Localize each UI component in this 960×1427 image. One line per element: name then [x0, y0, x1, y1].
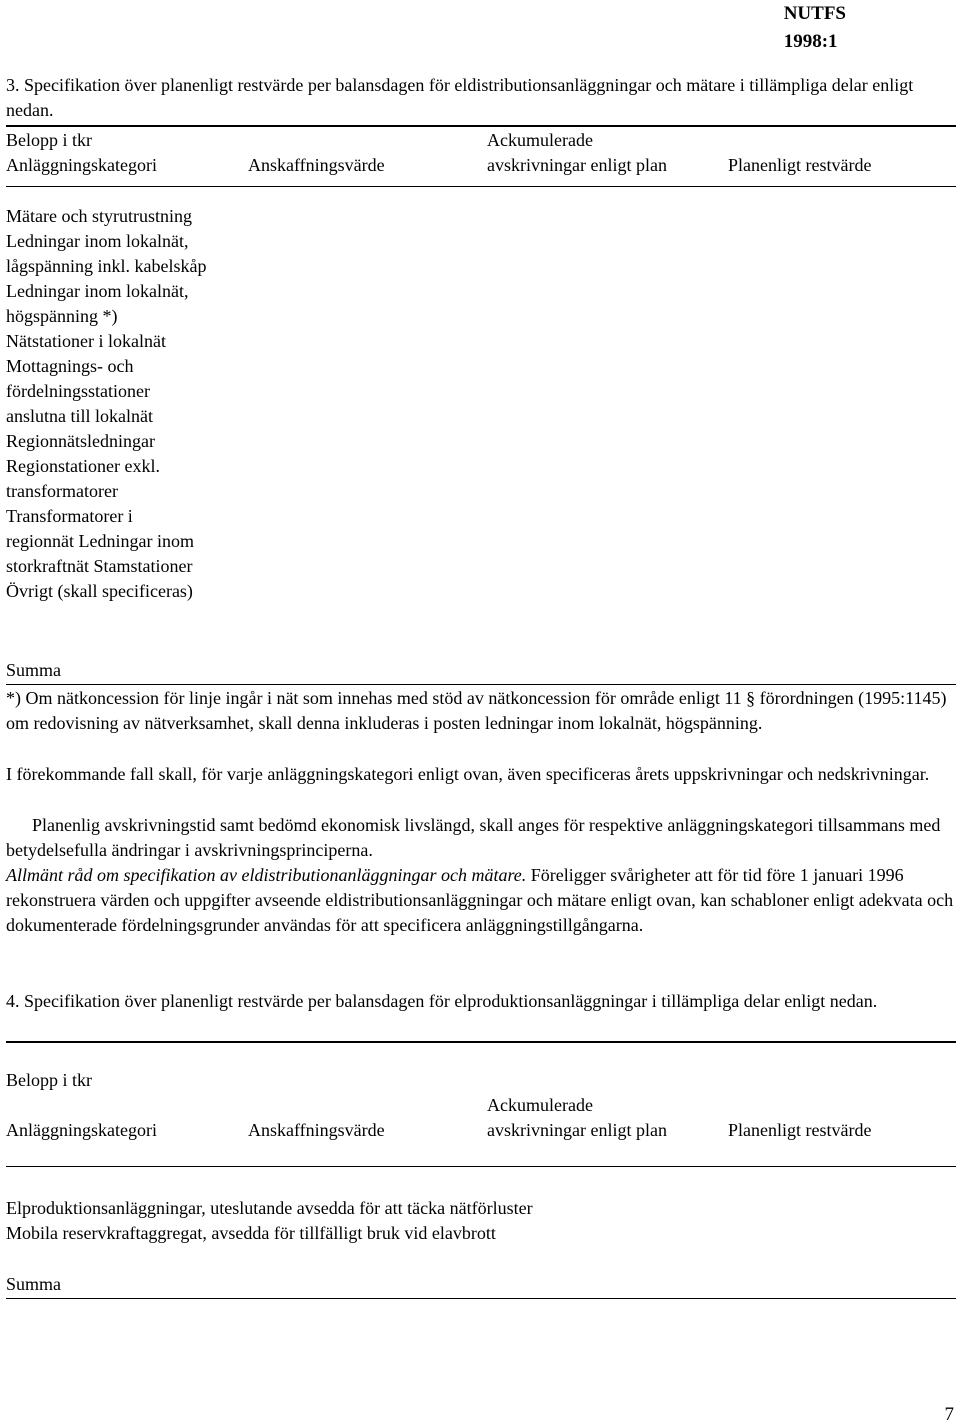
list-item: lågspänning inkl. kabelskåp — [6, 256, 207, 276]
section3-paragraph-revaluations: I förekommande fall skall, för varje anläggningskategori enligt ovan, även specificeras årets uppskrivningar och nedskrivningar. — [6, 764, 930, 784]
general-advice-heading: Allmänt råd om specifikation av eldistributionanläggningar och mätare. — [6, 865, 527, 885]
section4-col-category: Anläggningskategori — [6, 1120, 157, 1140]
section3-top-rule — [6, 125, 956, 127]
list-item: Transformatorer i — [6, 506, 133, 526]
list-item: storkraftnät Stamstationer — [6, 556, 193, 576]
section3-col-acquisition: Anskaffningsvärde — [248, 155, 385, 175]
list-item: Nätstationer i lokalnät — [6, 331, 166, 351]
section3-paragraph-depreciation: Planenlig avskrivningstid samt bedömd ekonomisk livslängd, skall anges för respektive anläggningskategori tillsammans med betydelsefulla ändringar i avskrivningsprinciperna. — [6, 815, 941, 860]
section3-title: 3. Specifikation över planenligt restvärde per balansdagen för eldistributionsanläggningar och mätare i tillämpliga delar enligt nedan. — [6, 75, 914, 120]
section4-top-rule — [6, 1041, 956, 1043]
section4-header-rule — [6, 1166, 956, 1167]
section4-row-mobile-generators: Mobila reservkraftaggregat, avsedda för tillfälligt bruk vid elavbrott — [6, 1223, 496, 1243]
list-item: Regionnätsledningar — [6, 431, 155, 451]
series-label: NUTFS — [783, 3, 846, 24]
document-header — [784, 0, 846, 56]
section4-title: 4. Specifikation över planenligt restvärde per balansdagen för elproduktionsanläggningar i tillämpliga delar enligt nedan. — [6, 991, 878, 1011]
series-number: 1998:1 — [783, 31, 838, 52]
section4-amount-unit: Belopp i tkr — [6, 1070, 92, 1090]
section3-col-category: Anläggningskategori — [6, 155, 157, 175]
section4-col-acquisition: Anskaffningsvärde — [248, 1120, 385, 1140]
list-item: anslutna till lokalnät — [6, 406, 153, 426]
list-item: Övrigt (skall specificeras) — [6, 581, 193, 601]
section4-sum-rule — [6, 1298, 956, 1299]
section3-col-residual: Planenligt restvärde — [728, 155, 872, 175]
section4-row-production-plants: Elproduktionsanläggningar, uteslutande avsedda för att täcka nätförluster — [6, 1198, 533, 1218]
list-item: högspänning *) — [6, 306, 118, 326]
general-advice-text: Föreligger svårigheter att för tid före 1 januari 1996 rekonstruera värden och uppgifter avseende eldistributionsanläggningar och mätare enligt ovan, kan schabloner enligt adekvata och dokumenterade fördelningsgrunder användas för att specificera anläggningstillgångarna. — [6, 865, 954, 935]
section4-col-accumulated-line2: avskrivningar enligt plan — [487, 1120, 667, 1140]
list-item: Regionstationer exkl. — [6, 456, 160, 476]
section3-sum-rule — [6, 684, 956, 685]
section4-col-accumulated-line1: Ackumulerade — [487, 1095, 593, 1115]
list-item: Mätare och styrutrustning — [6, 206, 192, 226]
section3-amount-unit: Belopp i tkr — [6, 130, 92, 150]
section4-col-residual: Planenligt restvärde — [728, 1120, 872, 1140]
list-item: fördelningsstationer — [6, 381, 150, 401]
list-item: regionnät Ledningar inom — [6, 531, 194, 551]
list-item: transformatorer — [6, 481, 118, 501]
page-number: 7 — [944, 1404, 954, 1425]
list-item: Ledningar inom lokalnät, — [6, 281, 189, 301]
section4-sum-label: Summa — [6, 1274, 62, 1294]
list-item: Ledningar inom lokalnät, — [6, 231, 189, 251]
section3-header-rule — [6, 186, 956, 187]
section3-category-list — [6, 204, 246, 604]
section3-col-accumulated-line1: Ackumulerade — [487, 130, 593, 150]
section3-sum-label: Summa — [6, 660, 62, 680]
section3-general-advice — [6, 863, 956, 938]
section3-footnote: *) Om nätkoncession för linje ingår i nät som innehas med stöd av nätkoncession för område enligt 11 § förordningen (1995:1145) om redovisning av nätverksamhet, skall denna inkluderas i posten ledningar inom lokalnät, högspänning. — [6, 688, 947, 733]
section3-col-accumulated-line2: avskrivningar enligt plan — [487, 155, 667, 175]
list-item: Mottagnings- och — [6, 356, 134, 376]
